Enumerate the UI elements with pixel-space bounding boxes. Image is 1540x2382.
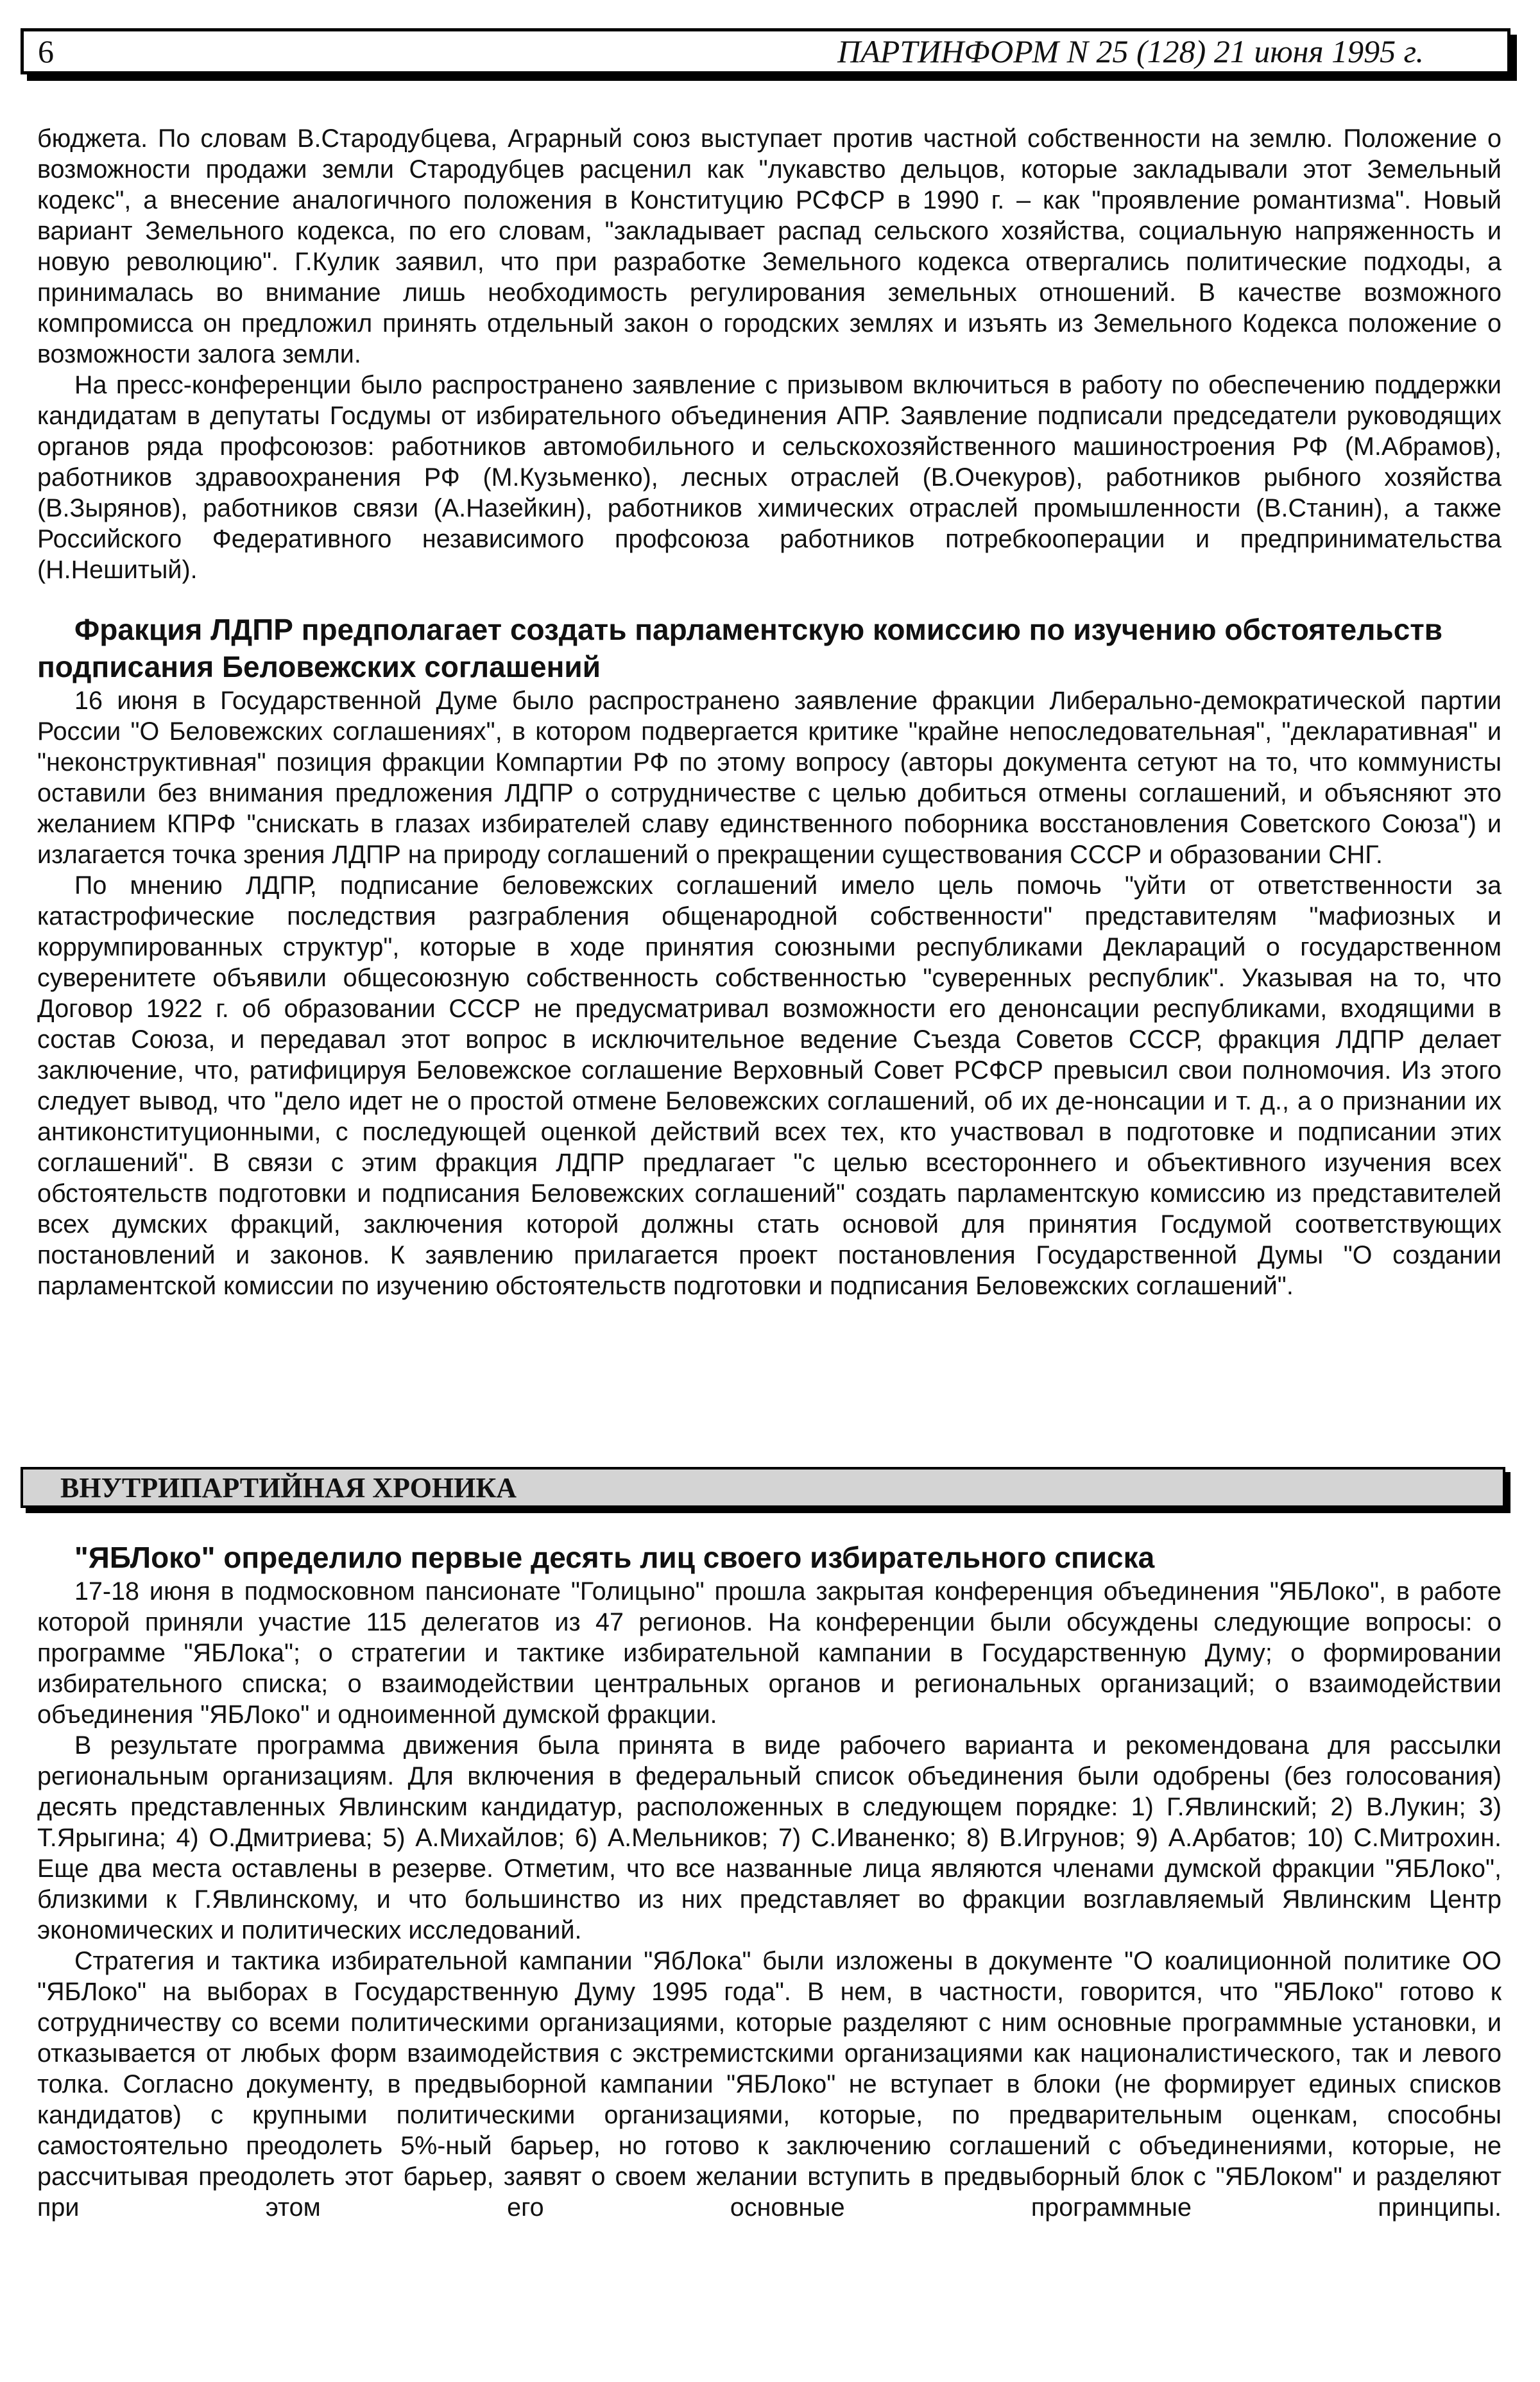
- paragraph: В результате программа движения была принята в виде рабочего варианта и рекомендована для рассылки региональным организациям. Для включения в федеральный список объединения были одобрены (без голосования) десять представленных Явлинским кандидатур, расположенных в следующем порядке: 1) Г.Явлинский; 2) В.Лукин; 3) Т.Ярыгина; 4) О.Дмитриева; 5) А.Михайлов; 6) А.Мельников; 7) С.Иваненко; 8) В.Игрунов; 9) А.Арбатов; 10) С.Митрохин. Еще два места оставлены в резерве. Отметим, что все названные лица являются членами думской фракции "ЯБЛоко", близкими к Г.Явлинскому, и что большинство из них представляет во фракции возглавляемый Явлинским Центр экономических и политических исследований.: [37, 1731, 1502, 1944]
- article-headline: Фракция ЛДПР предполагает создать парламентскую комиссию по изучению обстоятельств подписания Беловежских соглашений: [37, 613, 1443, 683]
- paragraph: Стратегия и тактика избирательной кампании "ЯбЛока" были изложены в документе "О коалиционной политике ОО "ЯБЛоко" на выборах в Государственную Думу 1995 года". В нем, в частности, говорится, что "ЯБЛоко" готово к сотрудничеству со всеми политическими организациями, которые разделяют с ним основные программные установки, и отказывается от любых форм взаимодействия с экстремистскими организациями как националистического, так и левого толка. Согласно документу, в предвыборной кампании "ЯБЛоко" не вступает в блоки (не формирует единых списков кандидатов) с крупными политическими организациями, которые, по предварительным оценкам, способны самостоятельно преодолеть 5%-ный барьер, но готово к заключению соглашений с объединениями, которые, не рассчитывая преодолеть этот барьер, заявят о своем желании вступить в предвыборный блок с "ЯБЛоком" и разделяют при этом его основные программные принципы.: [37, 1947, 1502, 2222]
- paragraph: По мнению ЛДПР, подписание беловежских соглашений имело цель помочь "уйти от ответственности за катастрофические последствия разграбления общенародной собственности" представителям "мафиозных и коррумпированных структур", которые в ходе принятия союзными республиками Деклараций о государственном суверенитете объявили общесоюзную собственность собственностью "суверенных республик". Указывая на то, что Договор 1922 г. об образовании СССР не предусматривал возможности его денонсации республиками, входящими в состав Союза, и передавал этот вопрос в исключительное ведение Съезда Советов СССР, фракция ЛДПР делает заключение, что, ратифицируя Беловежское соглашение Верховный Совет РСФСР превысил свои полномочия. Из этого следует вывод, что "дело идет не о простой отмене Беловежских соглашений, об их де-нонсации и т. д., а о признании их антиконституционными, с последующей оценкой действий всех тех, кто участвовал в подготовке и подписании этих соглашений". В связи с этим фракция ЛДПР предлагает "с целью всестороннего и объективного изучения всех обстоятельств подготовки и подписания Беловежских соглашений" создать парламентскую комиссию из представителей всех думских фракций, заключения которой должны стать основой для принятия Госдумой соответствующих постановлений и законов. К заявлению прилагается проект постановления Государственной Думы "О создании парламентской комиссии по изучению обстоятельств подготовки и подписания Беловежских соглашений".: [37, 871, 1502, 1300]
- article-headline: "ЯБЛоко" определило первые десять лиц своего избирательного списка: [74, 1541, 1155, 1574]
- main-text-column: [37, 123, 1502, 1301]
- section-text-column: [37, 1539, 1502, 2223]
- page-header: [21, 28, 1510, 74]
- article-ldpr: [37, 611, 1502, 1301]
- publication-title: ПАРТИНФОРМ N 25 (128) 21 июня 1995 г.: [837, 33, 1424, 69]
- paragraph: бюджета. По словам В.Стародубцева, Аграрный союз выступает против частной собственности на землю. Положение о возможности продажи земли Стародубцев расценил как "лукавство дельцов, которые закладывали этот Земельный кодекс", а внесение аналогичного положения в Конституцию РСФСР в 1990 г. – как "проявление романтизма". Новый вариант Земельного кодекса, по его словам, "закладывает распад сельского хозяйства, социальную напряженность и новую революцию". Г.Кулик заявил, что при разработке Земельного кодекса отвергались политические подходы, а принималась во внимание лишь необходимость регулирования земельных отношений. В качестве возможного компромисса он предложил принять отдельный закон о городских землях и изъять из Земельного Кодекса положение о возможности залога земли.: [37, 124, 1502, 368]
- paragraph: 16 июня в Государственной Думе было распространено заявление фракции Либерально-демократической партии России "О Беловежских соглашениях", в котором подвергается критике "крайне непоследовательная", "декларативная" и "неконструктивная" позиция фракции Компартии РФ по этому вопросу (авторы документа сетуют на то, что коммунисты оставили без внимания предложения ЛДПР о сотрудничестве с целью добиться отмены соглашений, и объясняют это желанием КПРФ "снискать в глазах избирателей славу единственного поборника восстановления Советского Союза") и излагается точка зрения ЛДПР на природу соглашений о прекращении существования СССР и образовании СНГ.: [37, 687, 1502, 869]
- section-title: ВНУТРИПАРТИЙНАЯ ХРОНИКА: [60, 1472, 517, 1504]
- paragraph: 17-18 июня в подмосковном пансионате "Голицыно" прошла закрытая конференция объединения "ЯБЛоко", в работе которой приняли участие 115 делегатов из 47 регионов. На конференции были обсуждены следующие вопросы: о программе "ЯБЛока"; о стратегии и тактике избирательной кампании в Государственную Думу; о формировании избирательного списка; о взаимодействии центральных органов и региональных организаций; о взаимодействии объединения "ЯБЛоко" и одноименной думской фракции.: [37, 1577, 1502, 1729]
- article-agrarian: [37, 123, 1502, 585]
- page-number: 6: [38, 33, 54, 69]
- paragraph: На пресс-конференции было распространено заявление с призывом включиться в работу по обеспечению поддержки кандидатам в депутаты Госдумы от избирательного объединения АПР. Заявление подписали председатели руководящих органов ряда профсоюзов: работников автомобильного и сельскохозяйственного машиностроения РФ (М.Абрамов), работников здравоохранения РФ (М.Кузьменко), лесных отраслей (В.Очекуров), работников рыбного хозяйства (В.Зырянов), работников связи (А.Назейкин), работников химических отраслей промышленности (В.Станин), а также Российского Федеративного независимого профсоюза работников потребкооперации и предпринимательства (Н.Нешитый).: [37, 371, 1502, 584]
- article-yabloko: [37, 1539, 1502, 2223]
- section-header: [21, 1467, 1505, 1508]
